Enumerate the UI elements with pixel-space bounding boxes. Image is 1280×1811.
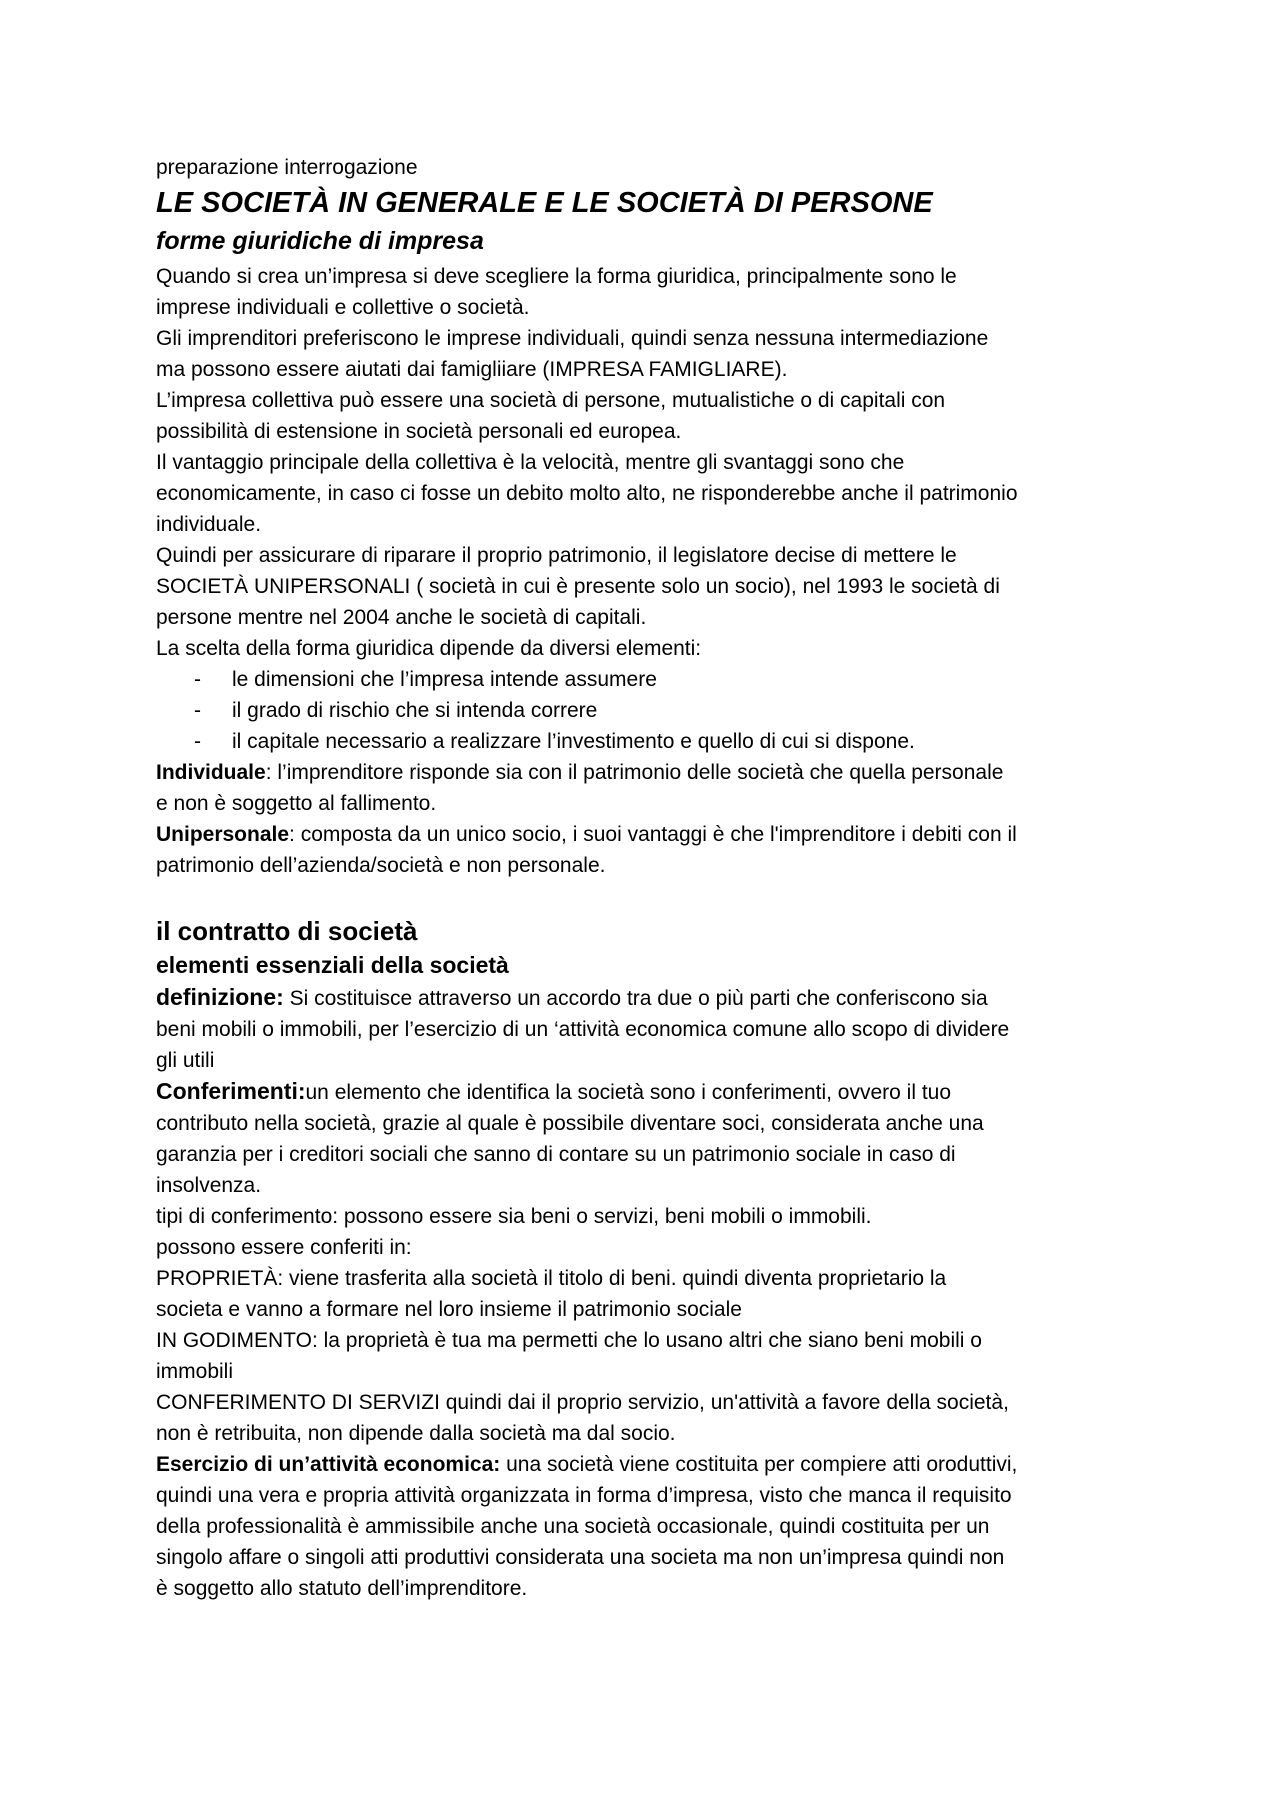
paragraph-line: La scelta della forma giuridica dipende da diversi elementi: xyxy=(156,637,702,660)
paragraph-line: singolo affare o singoli atti produttivi considerata una societa ma non un’impresa quindi non xyxy=(156,1546,1005,1569)
paragraph-line: IN GODIMENTO: la proprietà è tua ma permetti che lo usano altri che siano beni mobili o xyxy=(156,1329,982,1352)
section-subheading: elementi essenziali della società xyxy=(156,952,509,978)
paragraph-line: imprese individuali e collettive o società. xyxy=(156,296,530,319)
paragraph-line: economicamente, in caso ci fosse un debito molto alto, ne risponderebbe anche il patrimonio xyxy=(156,482,1018,505)
unipersonale-paragraph: Unipersonale: composta da un unico socio, i suoi vantaggi è che l'imprenditore i debiti con il xyxy=(156,823,1017,846)
paragraph-line: Quando si crea un’impresa si deve scegliere la forma giuridica, principalmente sono le xyxy=(156,265,957,288)
paragraph-line: quindi una vera e propria attività organizzata in forma d’impresa, visto che manca il requisito xyxy=(156,1484,1012,1507)
paragraph-line: Il vantaggio principale della collettiva è la velocità, mentre gli svantaggi sono che xyxy=(156,451,905,474)
paragraph-line: patrimonio dell’azienda/società e non personale. xyxy=(156,854,606,877)
paragraph-line: persone mentre nel 2004 anche le società di capitali. xyxy=(156,606,647,629)
elements-list xyxy=(156,664,1146,757)
individuale-paragraph: Individuale: l’imprenditore risponde sia con il patrimonio delle società che quella personale xyxy=(156,761,1004,784)
paragraph-line: societa e vanno a formare nel loro insieme il patrimonio sociale xyxy=(156,1298,742,1321)
paragraph-line: beni mobili o immobili, per l’esercizio di un ‘attività economica comune allo scopo di dividere xyxy=(156,1018,1010,1041)
term-conferimenti: Conferimenti: xyxy=(156,1078,306,1104)
list-marker: - xyxy=(194,699,201,722)
list-marker: - xyxy=(194,730,201,753)
term-definizione: definizione: xyxy=(156,984,284,1010)
document-subtitle: forme giuridiche di impresa xyxy=(156,227,484,255)
paragraph-line: e non è soggetto al fallimento. xyxy=(156,792,437,815)
document-page xyxy=(156,152,1146,1604)
paragraph-line: CONFERIMENTO DI SERVIZI quindi dai il proprio servizio, un'attività a favore della società, xyxy=(156,1391,1009,1414)
paragraph-line: L’impresa collettiva può essere una società di persone, mutualistiche o di capitali con xyxy=(156,389,946,412)
conferimenti-paragraph: Conferimenti:un elemento che identifica la società sono i conferimenti, ovvero il tuo xyxy=(156,1078,952,1104)
definizione-paragraph: definizione: Si costituisce attraverso un accordo tra due o più parti che conferiscono sia xyxy=(156,984,988,1010)
paragraph-line: è soggetto allo statuto dell’imprenditore. xyxy=(156,1577,528,1600)
paragraph-line: possono essere conferiti in: xyxy=(156,1236,412,1259)
term-unipersonale: Unipersonale xyxy=(156,823,290,846)
list-item: - il capitale necessario a realizzare l’investimento e quello di cui si dispone. xyxy=(156,726,1146,757)
paragraph-line: insolvenza. xyxy=(156,1174,262,1197)
list-item: - le dimensioni che l’impresa intende assumere xyxy=(156,664,1146,695)
paragraph-line: Quindi per assicurare di riparare il proprio patrimonio, il legislatore decise di mettere le xyxy=(156,544,957,567)
paragraph-line: non è retribuita, non dipende dalla società ma dal socio. xyxy=(156,1422,676,1445)
paragraph-line: gli utili xyxy=(156,1049,215,1072)
paragraph-line: garanzia per i creditori sociali che sanno di contare su un patrimonio sociale in caso di xyxy=(156,1143,956,1166)
list-marker: - xyxy=(194,668,201,691)
paragraph-line: ma possono essere aiutati dai famigliiare (IMPRESA FAMIGLIARE). xyxy=(156,358,788,381)
section-forme-giuridiche xyxy=(156,261,1146,881)
paragraph-line: immobili xyxy=(156,1360,234,1383)
paragraph-line: individuale. xyxy=(156,513,262,536)
paragraph-line: Gli imprenditori preferiscono le imprese individuali, quindi senza nessuna intermediazione xyxy=(156,327,989,350)
section-contratto-societa xyxy=(156,913,1146,1604)
paragraph-line: tipi di conferimento: possono essere sia beni o servizi, beni mobili o immobili. xyxy=(156,1205,872,1228)
esercizio-paragraph: Esercizio di un’attività economica: una società viene costituita per compiere atti oroduttivi, xyxy=(156,1453,1018,1476)
paragraph-line: possibilità di estensione in società personali ed europea. xyxy=(156,420,682,443)
document-title: LE SOCIETÀ IN GENERALE E LE SOCIETÀ DI PERSONE xyxy=(156,187,933,219)
paragraph-line: contributo nella società, grazie al quale è possibile diventare soci, considerata anche una xyxy=(156,1112,984,1135)
section-heading: il contratto di società xyxy=(156,916,418,946)
paragraph-line: della professionalità è ammissibile anche una società occasionale, quindi costituita per un xyxy=(156,1515,990,1538)
list-item: - il grado di rischio che si intenda correre xyxy=(156,695,1146,726)
document-kicker: preparazione interrogazione xyxy=(156,156,418,179)
term-esercizio: Esercizio di un’attività economica: xyxy=(156,1453,501,1476)
paragraph-line: PROPRIETÀ: viene trasferita alla società il titolo di beni. quindi diventa proprietario la xyxy=(156,1267,947,1290)
paragraph-line: SOCIETÀ UNIPERSONALI ( società in cui è presente solo un socio), nel 1993 le società di xyxy=(156,575,1000,598)
term-individuale: Individuale xyxy=(156,761,266,784)
